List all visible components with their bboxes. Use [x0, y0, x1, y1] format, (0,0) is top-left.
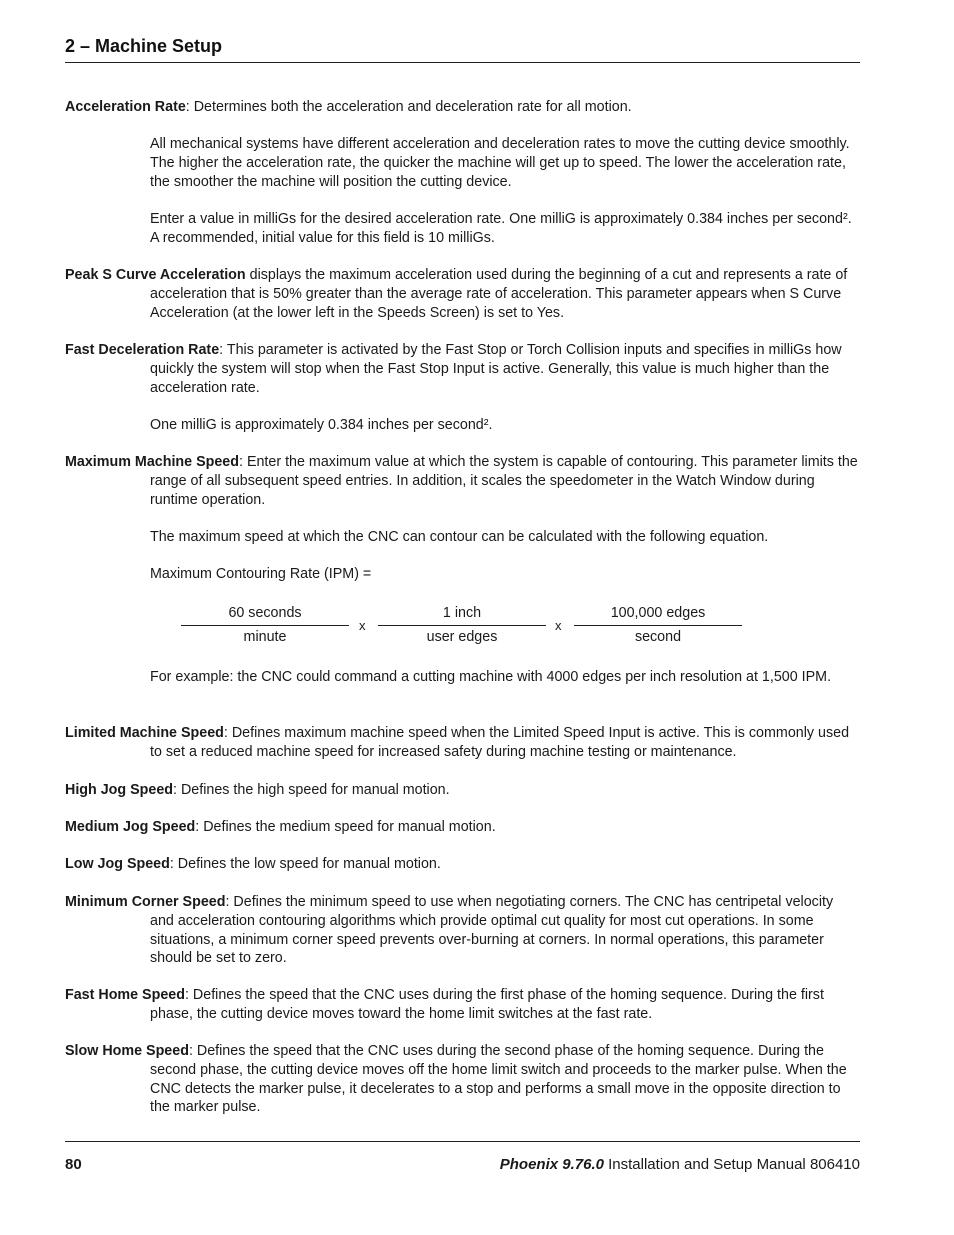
entry-term: Medium Jog Speed	[65, 819, 196, 835]
paragraph: For example: the CNC could command a cutting machine with 4000 edges per inch resolution at 1,500 IPM.	[150, 669, 832, 685]
entry-term: Peak S Curve Acceleration	[65, 267, 246, 283]
footer-document-info	[500, 1156, 860, 1173]
entry-term: Fast Deceleration Rate	[65, 342, 220, 358]
entry-limited-machine-speed	[65, 724, 860, 762]
entry-text: : Defines maximum machine speed when the Limited Speed Input is active. This is commonly used to set a reduced machine speed for increased safety during machine testing or maintenance.	[150, 725, 850, 760]
page-number: 80	[65, 1156, 82, 1173]
entry-text: : Defines the medium speed for manual motion.	[195, 819, 496, 835]
entry-acceleration-rate	[65, 98, 860, 117]
entry-term: Low Jog Speed	[65, 856, 170, 872]
fraction	[378, 601, 546, 648]
entry-text: : Enter the maximum value at which the system is capable of contouring. This parameter limits the range of all subsequent speed entries. In addition, it scales the speedometer in the Watch Window during runtime operation.	[150, 454, 858, 508]
entry-text: : This parameter is activated by the Fast Stop or Torch Collision inputs and specifies in milliGs how quickly the system will stop when the Fast Stop Input is active. Generally, this value is much higher than the acceleration rate.	[150, 342, 842, 396]
paragraph: The maximum speed at which the CNC can contour can be calculated with the following equation.	[150, 529, 769, 545]
entry-fast-home-speed	[65, 986, 860, 1024]
entry-term: Limited Machine Speed	[65, 725, 224, 741]
header-divider	[65, 62, 860, 63]
multiply-operator: x	[555, 618, 562, 633]
entry-text: : Defines the speed that the CNC uses during the first phase of the homing sequence. During the first phase, the cutting device moves toward the home limit switches at the fast rate.	[150, 987, 824, 1022]
manual-title: Installation and Setup Manual	[608, 1156, 806, 1173]
fraction-denominator: second	[634, 629, 682, 645]
fraction-numerator: 60 seconds	[181, 601, 349, 626]
entry-high-jog-speed	[65, 781, 860, 800]
fraction	[181, 601, 349, 648]
footer-divider	[65, 1141, 860, 1142]
entry-fast-deceleration-rate	[65, 341, 860, 397]
paragraph: Maximum Contouring Rate (IPM) =	[150, 566, 372, 582]
paragraph: Enter a value in milliGs for the desired acceleration rate. One milliG is approximately 0.384 inches per second². A recommended, initial value for this field is 10 milliGs.	[150, 211, 852, 246]
fraction-numerator: 1 inch	[378, 601, 546, 626]
product-name: Phoenix 9.76.0	[499, 1156, 604, 1173]
entry-term: Slow Home Speed	[65, 1043, 189, 1059]
entry-minimum-corner-speed	[65, 893, 860, 968]
paragraph: One milliG is approximately 0.384 inches per second².	[150, 417, 493, 433]
entry-text: : Defines the speed that the CNC uses during the second phase of the homing sequence. During the second phase, the cutting device moves off the home limit switch and proceeds to the marker pulse. When the CNC detects the marker pulse, it decelerates to a stop and performs a small move in the opposite direction to the marker pulse.	[150, 1043, 847, 1116]
entry-medium-jog-speed	[65, 818, 860, 837]
page-title: 2 – Machine Setup	[65, 36, 223, 56]
fraction	[574, 601, 742, 648]
fraction-denominator: minute	[243, 629, 287, 645]
fraction-denominator: user edges	[426, 629, 498, 645]
entry-text: displays the maximum acceleration used during the beginning of a cut and represents a rate of acceleration that is 50% greater than the average rate of acceleration. This parameter appears when S Curve Acceleration (at the lower left in the Speeds Screen) is set to Yes.	[150, 267, 848, 321]
entry-text: : Defines the high speed for manual motion.	[173, 782, 450, 798]
fraction-numerator: 100,000 edges	[574, 601, 742, 626]
entry-term: Acceleration Rate	[65, 99, 186, 115]
multiply-operator: x	[359, 618, 366, 633]
entry-text: : Defines the minimum speed to use when negotiating corners. The CNC has centripetal velocity and acceleration contouring algorithms which provide optimal cut quality for most cut operations. In some situations, a minimum corner speed prevents over-burning at corners. In normal operations, this parameter should be set to zero.	[150, 894, 834, 967]
entry-text: : Defines the low speed for manual motion.	[169, 856, 441, 872]
entry-term: High Jog Speed	[65, 782, 174, 798]
entry-text: : Determines both the acceleration and deceleration rate for all motion.	[185, 99, 632, 115]
entry-slow-home-speed	[65, 1042, 860, 1117]
document-number: 806410	[809, 1156, 860, 1173]
entry-low-jog-speed	[65, 855, 860, 874]
paragraph: All mechanical systems have different acceleration and deceleration rates to move the cutting device smoothly. The higher the acceleration rate, the quicker the machine will get up to speed. The lower the acceleration rate, the smoother the machine will position the cutting device.	[150, 136, 850, 190]
entry-maximum-machine-speed	[65, 453, 860, 509]
entry-peak-s-curve-acceleration	[65, 266, 860, 322]
entry-term: Minimum Corner Speed	[65, 894, 226, 910]
entry-term: Maximum Machine Speed	[65, 454, 239, 470]
entry-term: Fast Home Speed	[65, 987, 185, 1003]
